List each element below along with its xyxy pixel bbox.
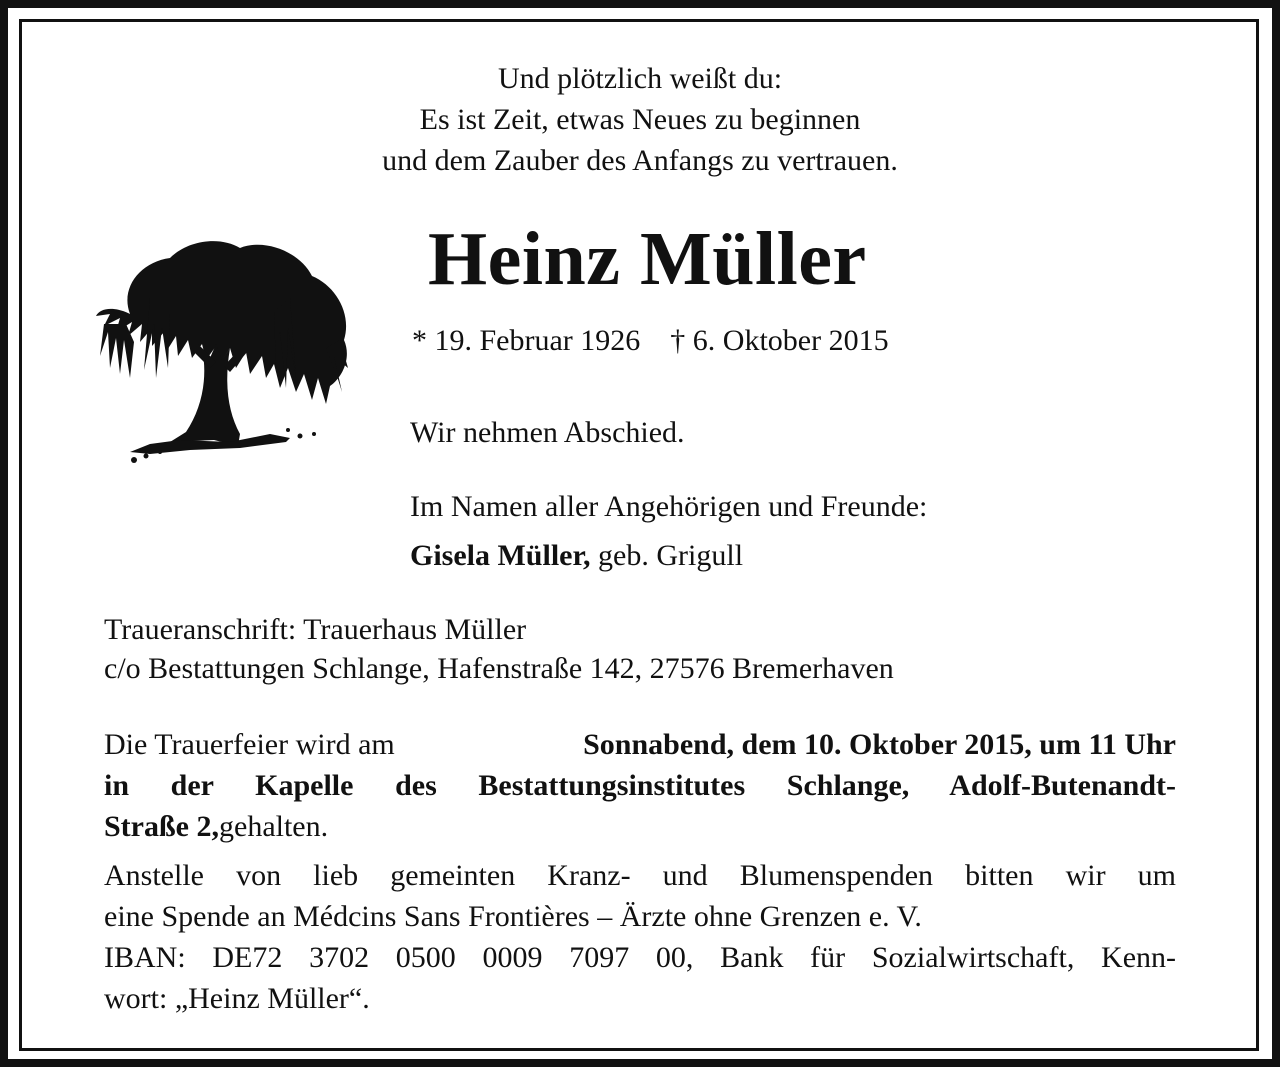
- donation-paragraph: [104, 855, 1176, 1019]
- mourner-signature: [410, 539, 743, 573]
- ceremony-text: Die Trauerfeier wird am: [104, 728, 395, 761]
- motto-verse: [0, 58, 1280, 181]
- ceremony-row: [104, 806, 1176, 847]
- life-dates: [412, 324, 889, 358]
- birth-date: * 19. Februar 1926: [412, 324, 641, 357]
- mourning-address-line: Traueranschrift: Trauerhaus Müller: [104, 613, 527, 646]
- donation-row: [104, 978, 1176, 1019]
- donation-text: eine Spende an Médcins Sans Frontières – Ärzte ohne Grenzen e. V.: [104, 900, 922, 933]
- mourning-address-line: c/o Bestattungen Schlange, Hafenstraße 142, 27576 Bremerhaven: [104, 652, 894, 685]
- mourner-name: Gisela Müller,: [410, 539, 591, 572]
- donation-keyword: wort: „Heinz Müller“.: [104, 982, 370, 1015]
- on-behalf-text: Im Namen aller Angehörigen und Freunde:: [410, 490, 928, 523]
- willow-tree-icon: [90, 228, 354, 464]
- death-date: † 6. Oktober 2015: [670, 324, 889, 357]
- donation-row: [104, 855, 1176, 896]
- ceremony-paragraph: [104, 724, 1176, 847]
- donation-text: Anstelle von lieb gemeinten Kranz- und Blumenspenden bitten wir um: [104, 859, 1176, 892]
- donation-iban: IBAN: DE72 3702 0500 0009 7097 00, Bank für Sozialwirtschaft, Kenn-: [104, 941, 1176, 974]
- ceremony-row: [104, 765, 1176, 806]
- ceremony-location: in der Kapelle des Bestattungsinstitutes Schlange, Adolf-Butenandt-: [104, 769, 1176, 802]
- motto-line: Es ist Zeit, etwas Neues zu beginnen: [419, 103, 861, 136]
- mourner-maiden-name: geb. Grigull: [590, 539, 744, 572]
- ceremony-row: [104, 724, 1176, 765]
- donation-row: [104, 937, 1176, 978]
- ceremony-date: Sonnabend, dem 10. Oktober 2015, um 11 Uhr: [583, 728, 1176, 761]
- farewell-text: Wir nehmen Abschied.: [410, 416, 685, 449]
- motto-line: Und plötzlich weißt du:: [497, 62, 783, 95]
- ceremony-location-end: Straße 2,: [104, 810, 219, 843]
- ceremony-text-end: gehalten.: [219, 810, 329, 843]
- donation-row: [104, 896, 1176, 937]
- motto-line: und dem Zauber des Anfangs zu vertrauen.: [382, 144, 898, 177]
- deceased-name: Heinz Müller: [428, 217, 867, 301]
